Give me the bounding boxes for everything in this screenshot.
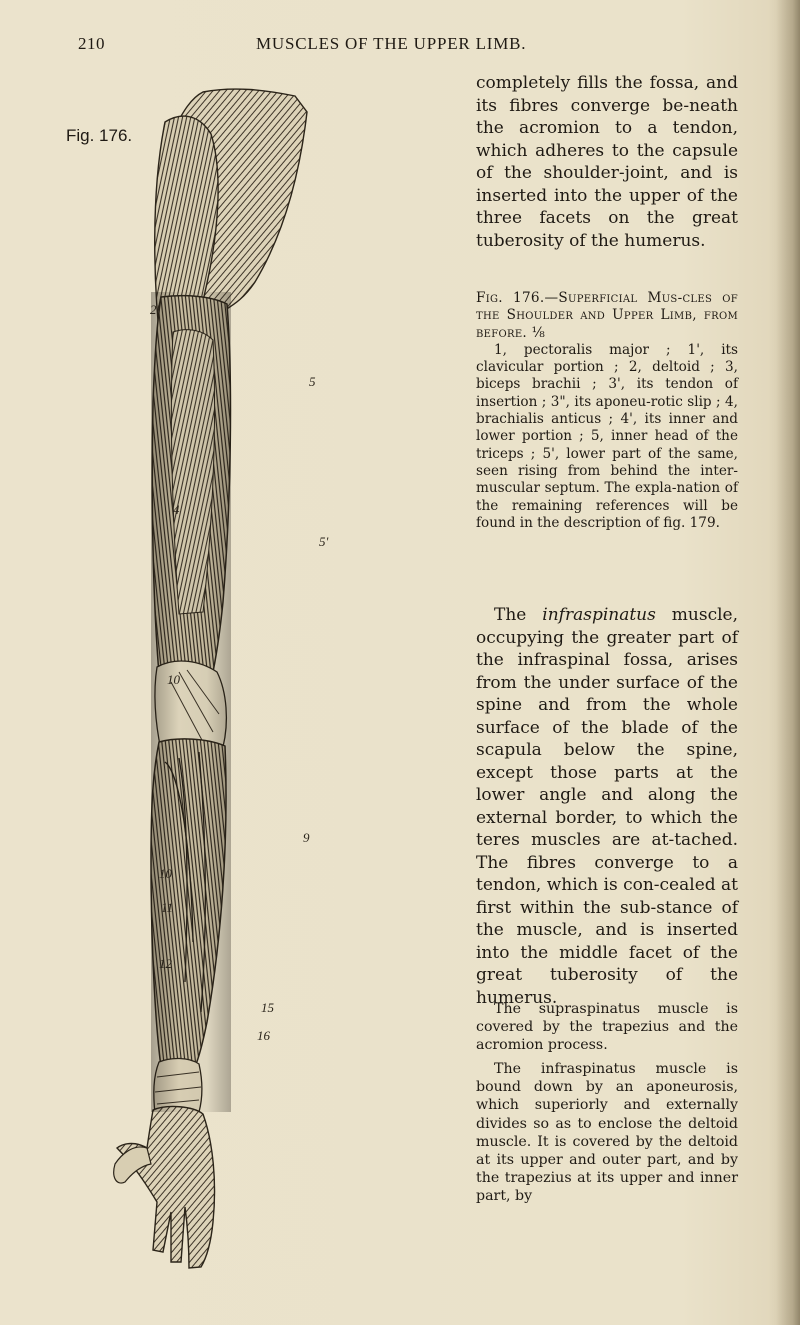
paragraph-infraspinatus bbox=[476, 604, 738, 1009]
figure-ref-5prime: 5' bbox=[319, 534, 329, 549]
arm-muscle-illustration bbox=[95, 82, 329, 1272]
figure-ref-2prime: 2' bbox=[150, 302, 160, 317]
paragraph-infraspinatus-covering bbox=[476, 1060, 738, 1206]
figure-ref-10-upper: 10 bbox=[167, 672, 180, 687]
caption-title: Fig. 176.—Superficial Mus-cles of the Shoulder and Upper Limb, from before. ⅛ bbox=[476, 290, 738, 341]
page-number: 210 bbox=[78, 34, 105, 53]
arm-drawing bbox=[95, 82, 315, 1272]
figure-ref-11: 11 bbox=[161, 900, 174, 915]
para2-lead: The bbox=[494, 605, 543, 625]
figure-ref-16: 16 bbox=[257, 1028, 270, 1043]
infraspinatus-term: infraspinatus bbox=[542, 605, 656, 625]
figure-tag: Fig. 176. bbox=[66, 126, 133, 145]
caption-body: 1, pectoralis major ; 1', its clavicular portion ; 2, deltoid ; 3, biceps brachii ; 3', its tendon of insertion ; 3", its aponeu-rotic slip ; 4, brachialis anticus ; 4', its inner and lower portion ; 5, inner head of the triceps ; 5', lower part of the same, seen rising from behind the inter-muscular septum. The expla-nation of the remaining references will be found in the description of fig. 179. bbox=[476, 341, 738, 531]
paragraph-text: completely fills the fossa, and its fibres converge be-neath the acromion to a tendon, which adheres to the capsule of the shoulder-joint, and is inserted into the upper of the three facets on the great tuberosity of the humerus. bbox=[476, 73, 738, 251]
paragraph-text: The infraspinatus muscle is bound down by an aponeurosis, which superiorly and externally divides so as to enclose the deltoid muscle. It is covered by the deltoid at its upper and outer part, and by the trapezius at its upper and inner part, by bbox=[476, 1061, 738, 1205]
paragraph-supraspinatus-insertion bbox=[476, 72, 738, 252]
figure-ref-15: 15 bbox=[261, 1000, 274, 1015]
figure-ref-10-lower: 10 bbox=[159, 866, 172, 881]
figure-ref-4: 4 bbox=[173, 502, 180, 517]
page-header bbox=[78, 34, 698, 56]
paragraph-supraspinatus-covering bbox=[476, 1000, 738, 1055]
figure-caption bbox=[476, 290, 738, 532]
page-edge-shadow bbox=[776, 0, 800, 1325]
paragraph-text bbox=[476, 604, 738, 1009]
figure-ref-12: 12 bbox=[159, 956, 172, 971]
paragraph-text: The supraspinatus muscle is covered by the trapezius and the acromion process. bbox=[476, 1001, 738, 1054]
caption-text bbox=[476, 290, 738, 532]
figure-ref-5: 5 bbox=[309, 374, 316, 389]
para2-rest: muscle, occupying the greater part of the infraspinal fossa, arises from the under surface of the spine and from the whole surface of the blade of the scapula below the spine, except those parts at the lower angle and along the external border, to which the teres muscles are at-tached. The fibres converge to a tendon, which is con-cealed at first within the sub-stance of the muscle, and is inserted into the middle facet of the great tuberosity of the humerus. bbox=[476, 605, 739, 1008]
running-title: MUSCLES OF THE UPPER LIMB. bbox=[256, 34, 527, 53]
figure-ref-9: 9 bbox=[303, 830, 310, 845]
